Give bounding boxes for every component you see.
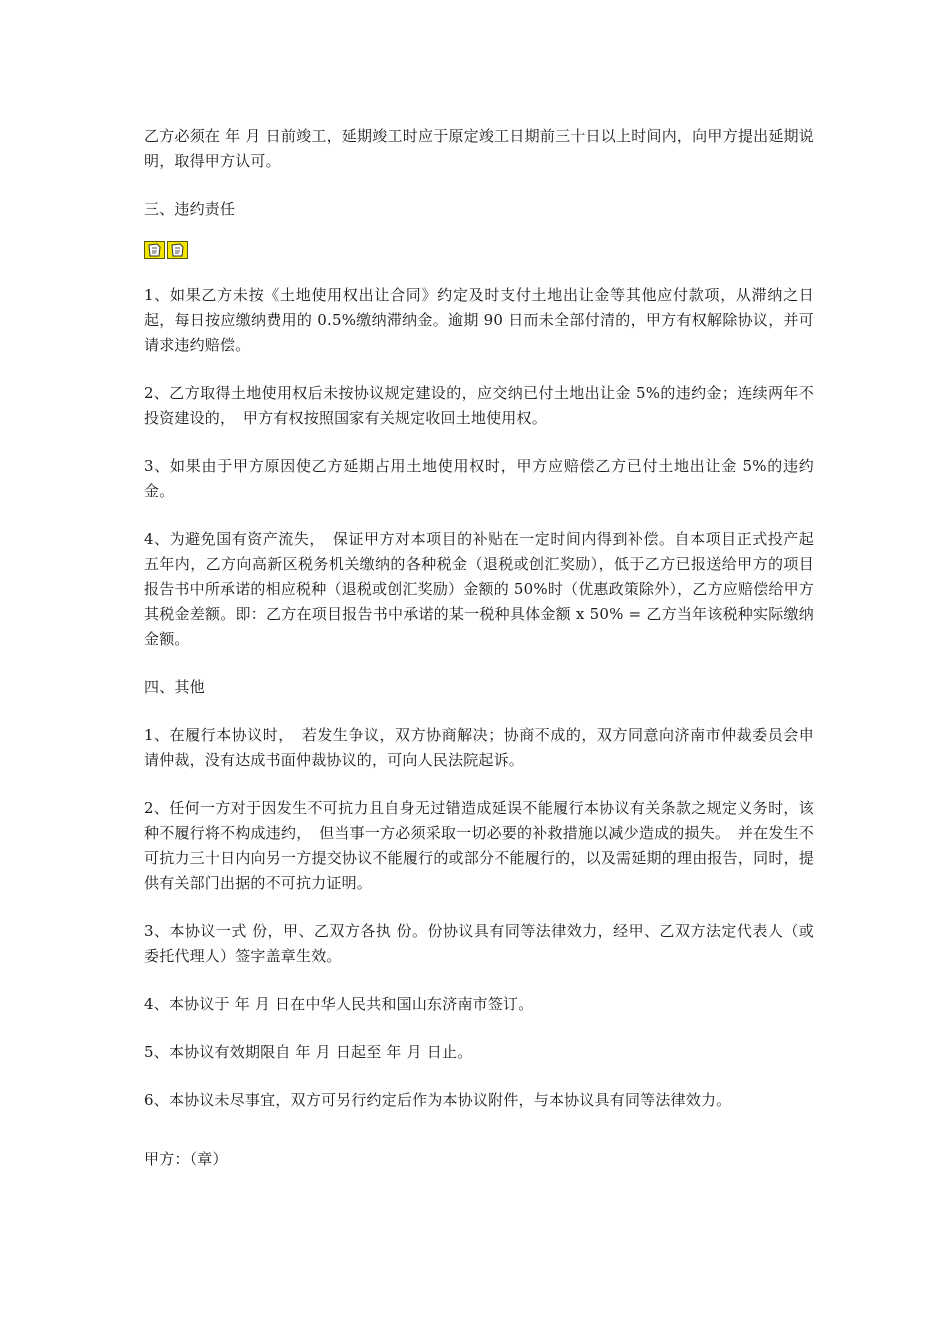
document-icon[interactable]	[167, 241, 188, 259]
section-four-item-1: 1、在履行本协议时， 若发生争议，双方协商解决；协商不成的，双方同意向济南市仲裁委员会申请仲裁，没有达成书面仲裁协议的，可向人民法院起诉。	[144, 726, 814, 769]
section-four-heading: 四、其他	[144, 678, 205, 696]
section-three-item-2: 2、乙方取得土地使用权后未按协议规定建设的，应交纳已付土地出让金 5%的违约金；连续两年不投资建设的， 甲方有权按照国家有关规定收回土地使用权。	[144, 384, 814, 427]
section-three-heading: 三、违约责任	[144, 200, 236, 218]
section-three-item-4: 4、为避免国有资产流失， 保证甲方对本项目的补贴在一定时间内得到补偿。自本项目正式投产起五年内，乙方向高新区税务机关缴纳的各种税金（退税或创汇奖励），低于乙方已报送给甲方的项目报告书中所承诺的相应税种（退税或创汇奖励）金额的 50%时（优惠政策除外），乙方应赔偿给甲方其税金差额。即：乙方在项目报告书中承诺的某一税种具体金额 x 50% = 乙方当年该税种实际缴纳金额。	[144, 530, 814, 648]
section-three-item-3: 3、如果由于甲方原因使乙方延期占用土地使用权时，甲方应赔偿乙方已付土地出让金 5%的违约金。	[144, 457, 814, 500]
section-four-item-4: 4、本协议于 年 月 日在中华人民共和国山东济南市签订。	[144, 995, 534, 1013]
document-icon[interactable]	[144, 241, 165, 259]
intro-paragraph: 乙方必须在 年 月 日前竣工，延期竣工时应于原定竣工日期前三十日以上时间内，向甲方提出延期说明，取得甲方认可。	[144, 127, 814, 170]
section-four-item-3: 3、本协议一式 份，甲、乙双方各执 份。份协议具有同等法律效力，经甲、乙双方法定代表人（或委托代理人）签字盖章生效。	[144, 922, 814, 965]
section-four-item-2: 2、任何一方对于因发生不可抗力且自身无过错造成延误不能履行本协议有关条款之规定义务时，该种不履行将不构成违约， 但当事一方必须采取一切必要的补救措施以减少造成的损失。 并在发生不可抗力三十日内向另一方提交协议不能履行的或部分不能履行的，以及需延期的理由报告，同时，提供有关部门出据的不可抗力证明。	[144, 799, 814, 892]
section-four-item-6: 6、本协议未尽事宜，双方可另行约定后作为本协议附件，与本协议具有同等法律效力。	[144, 1091, 732, 1109]
document-page	[144, 124, 814, 1172]
party-a-signature: 甲方：（章）	[144, 1150, 228, 1168]
section-three-item-1: 1、如果乙方未按《土地使用权出让合同》约定及时支付土地出让金等其他应付款项，从滞纳之日起，每日按应缴纳费用的 0.5%缴纳滞纳金。逾期 90 日而未全部付清的，甲方有权解除协议，并可请求违约赔偿。	[144, 286, 814, 354]
embedded-icons	[144, 241, 814, 259]
section-four-item-5: 5、本协议有效期限自 年 月 日起至 年 月 日止。	[144, 1043, 473, 1061]
